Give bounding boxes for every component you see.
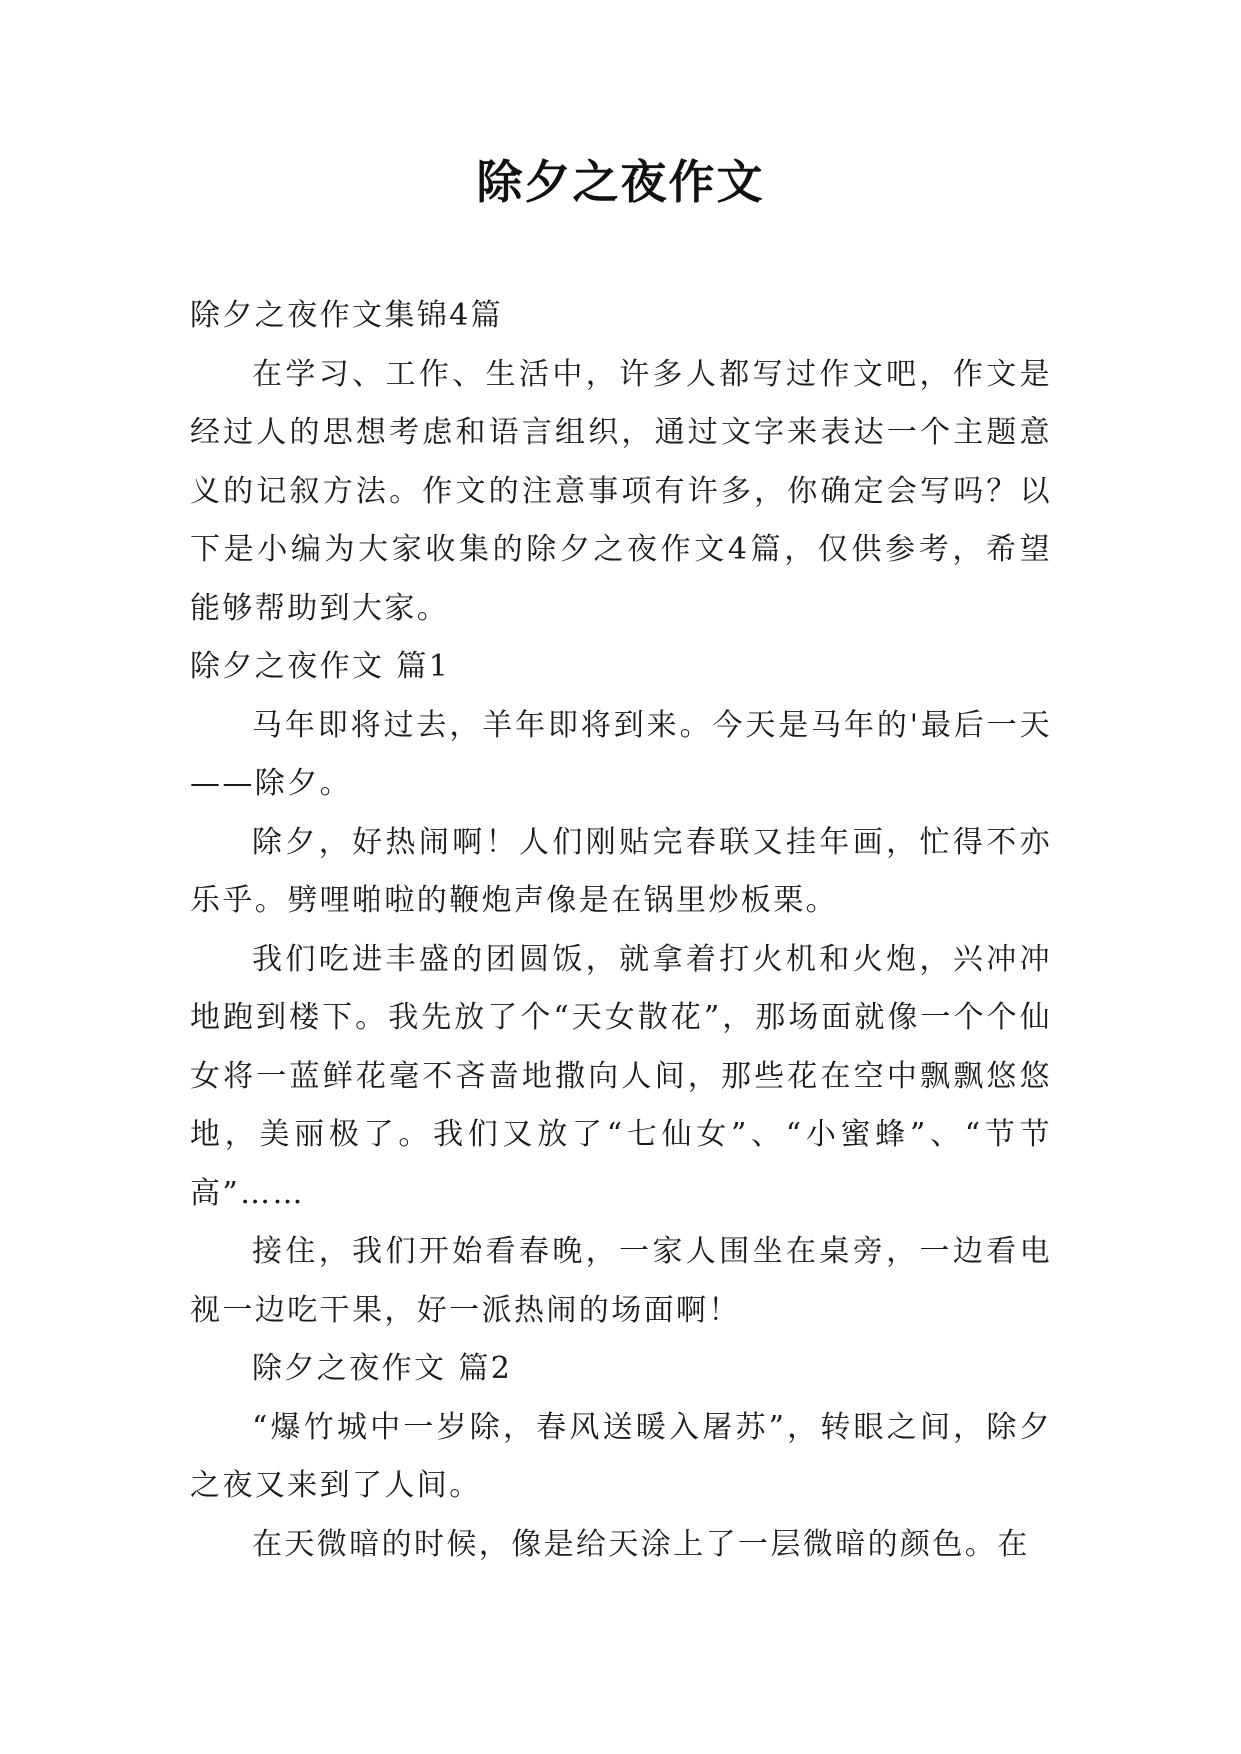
paragraph: 接住，我们开始看春晚，一家人围坐在桌旁，一边看电视一边吃干果，好一派热闹的场面啊！: [190, 1234, 1052, 1328]
paragraph: 我们吃进丰盛的团圆饭，就拿着打火机和火炮，兴冲冲地跑到楼下。我先放了个“天女散花”，那场面就像一个个仙女将一蓝鲜花毫不吝啬地撒向人间，那些花在空中飘飘悠悠地，美丽极了。我们又放了“七仙女”、“小蜜蜂”、“节节高”……: [190, 941, 1052, 1211]
paragraph: “爆竹城中一岁除，春风送暖入屠苏”，转眼之间，除夕之夜又来到了人间。: [190, 1409, 1052, 1503]
paragraph-heading: 除夕之夜作文集锦4篇: [190, 298, 504, 333]
paragraph: 除夕，好热闹啊！人们刚贴完春联又挂年画，忙得不亦乐乎。劈哩啪啦的鞭炮声像是在锅里炒板栗。: [190, 824, 1052, 918]
document-body: [190, 287, 1052, 1574]
paragraph-intro: 在学习、工作、生活中，许多人都写过作文吧，作文是经过人的思想考虑和语言组织，通过文字来表达一个主题意义的记叙方法。作文的注意事项有许多，你确定会写吗？以下是小编为大家收集的除夕之夜作文4篇，仅供参考，希望能够帮助到大家。: [190, 356, 1052, 626]
section-heading-2: 除夕之夜作文 篇2: [252, 1351, 513, 1386]
document-title: 除夕之夜作文: [476, 155, 765, 209]
section-heading-1: 除夕之夜作文 篇1: [190, 649, 451, 684]
paragraph: 在天微暗的时候，像是给天涂上了一层微暗的颜色。在: [252, 1526, 1030, 1562]
paragraph: 马年即将过去，羊年即将到来。今天是马年的'最后一天——除夕。: [190, 707, 1052, 801]
